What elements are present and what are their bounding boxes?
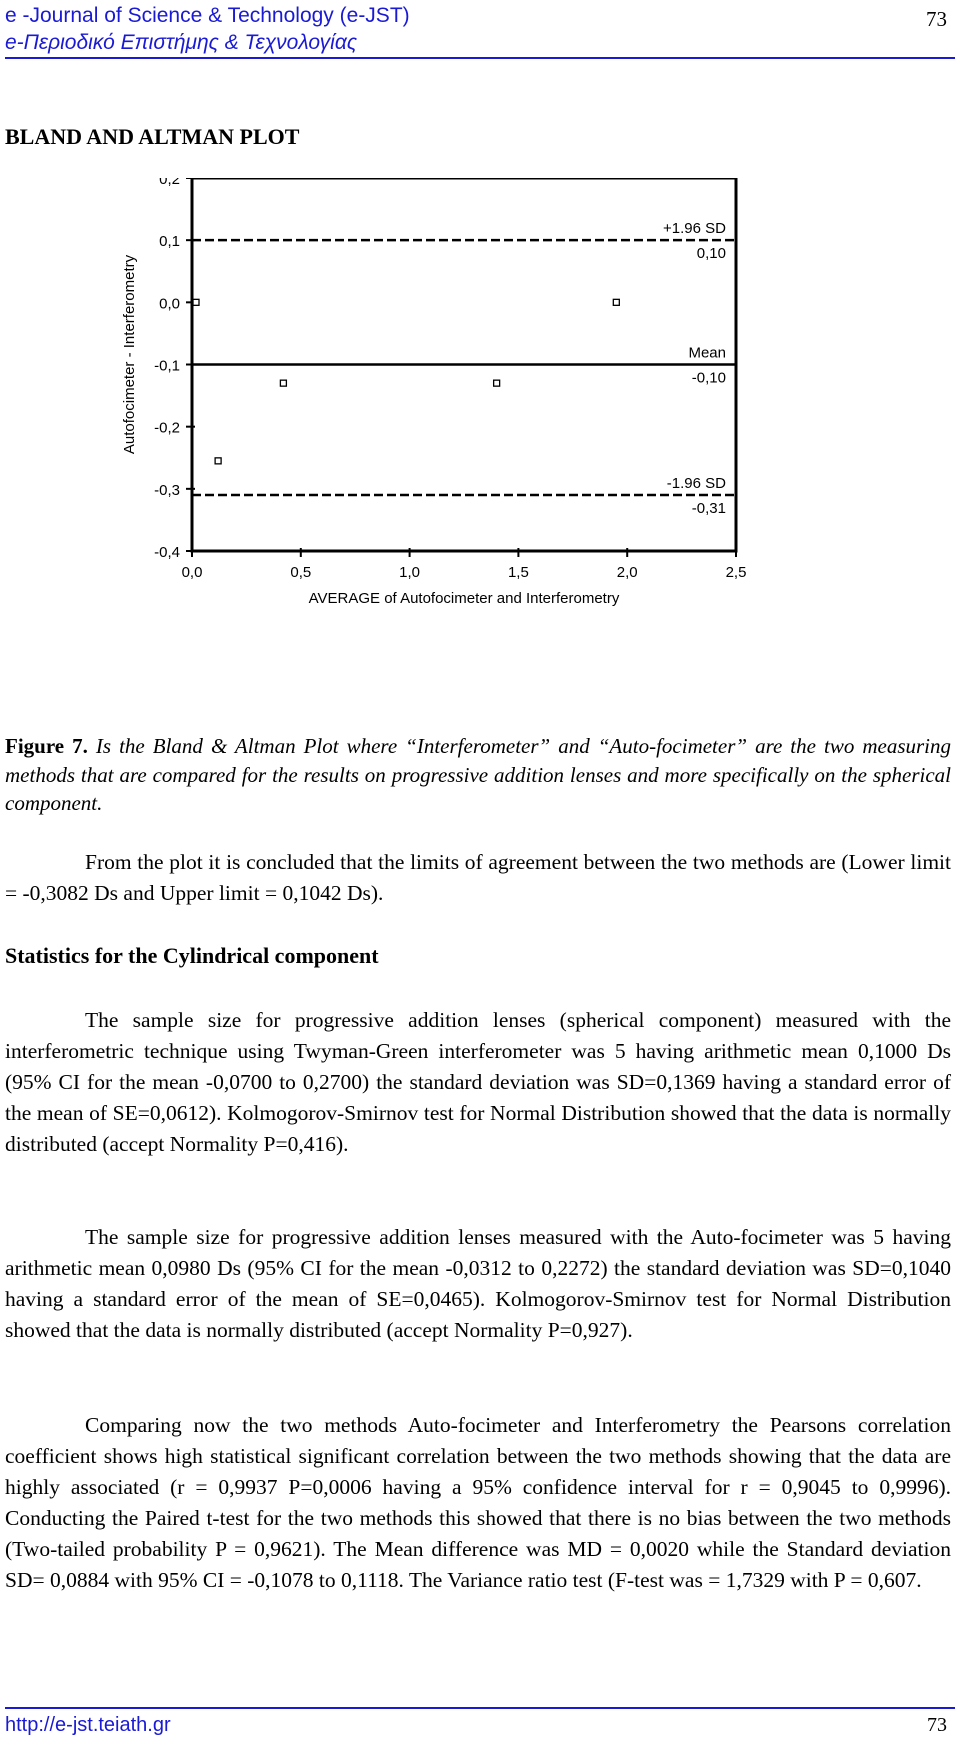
y-tick-label: -0,4 (154, 544, 180, 561)
chart-svg (120, 178, 840, 678)
journal-title-en[interactable]: e -Journal of Science & Technology (e-JST) (5, 4, 410, 27)
data-point (280, 380, 286, 386)
figure-caption-text: Is the Bland & Altman Plot where “Interferometer” and “Auto-focimeter” are the two measuring methods that are compared for the results on progressive addition lenses and more specifically on the spherical component. (5, 734, 952, 815)
reference-line-value: 0,10 (696, 245, 726, 263)
figure-caption (5, 732, 951, 818)
y-tick-label: 0,2 (159, 178, 180, 188)
y-tick-label: 0,0 (159, 295, 180, 313)
reference-line-value: -0,10 (691, 369, 726, 387)
reference-line-name: Mean (688, 344, 726, 362)
page-number: 73 (926, 7, 947, 31)
y-tick-label: 0,1 (159, 233, 180, 251)
x-tick-label: 0,5 (290, 564, 312, 581)
x-tick-label: 0,0 (181, 564, 203, 581)
data-point (215, 458, 221, 464)
reference-line-name: -1.96 SD (666, 475, 726, 493)
reference-line-name: +1.96 SD (663, 220, 726, 238)
journal-title-gr[interactable]: e-Περιοδικό Επιστήμης & Τεχνολογίας (5, 31, 358, 54)
paragraph-interferometer-stats: The sample size for progressive addition lenses (spherical component) measured with the interferometric technique using Twyman-Green interferometer was 5 having arithmetic mean 0,1000 Ds (95% CI for the mean -0,0700 to 0,2700) the standard deviation was SD=0,1369 having a standard error of the mean of SE=0,0612). Kolmogorov-Smirnov test for Normal Distribution showed that the data is normally distributed (accept Normality P=0,416). (5, 1008, 951, 1156)
x-tick-label: 2,0 (616, 564, 638, 581)
y-axis-label: Autofocimeter - Interferometry (121, 254, 138, 455)
subsection-heading: Statistics for the Cylindrical component (5, 943, 379, 968)
paragraph-limits: From the plot it is concluded that the limits of agreement between the two methods are (Lower limit = -0,3082 Ds and Upper limit = 0,1042 Ds). (5, 850, 951, 905)
header-divider (5, 57, 955, 59)
footer-page-number: 73 (927, 1714, 947, 1736)
y-tick-label: -0,2 (154, 419, 180, 437)
figure-caption-label: Figure 7. (5, 734, 88, 758)
x-tick-label: 2,5 (725, 564, 747, 581)
data-point (193, 299, 199, 305)
footer-divider (5, 1707, 955, 1709)
data-point (494, 380, 500, 386)
y-tick-label: -0,1 (154, 357, 180, 375)
x-axis-label: AVERAGE of Autofocimeter and Interferometry (308, 590, 620, 607)
reference-line-value: -0,31 (691, 500, 726, 518)
paragraph-comparison: Comparing now the two methods Auto-focimeter and Interferometry the Pearsons correlation coefficient shows high statistical significant correlation between the two methods showing that the data are highly associated (r = 0,9937 P=0,0006 having a 95% confidence interval for r = 0,9045 to 0,9996). Conducting the Paired t-test for the two methods this showed that there is no bias between the two methods (Two-tailed probability P = 0,9621). The Mean difference was MD = 0,0020 while the Standard deviation SD= 0,0884 with 95% CI = -0,1078 to 0,1118. The Variance ratio test (F-test was = 1,7329 with P = 0,607. (5, 1413, 951, 1592)
paragraph-autofocimeter-stats: The sample size for progressive addition lenses measured with the Auto-focimeter was 5 having arithmetic mean 0,0980 Ds (95% CI for the mean -0,0312 to 0,2272) the standard deviation was SD=0,1040 having a standard error of the mean of SE=0,0465). Kolmogorov-Smirnov test for Normal Distribution showed that the data is normally distributed (accept Normality P=0,927). (5, 1225, 951, 1342)
section-title: BLAND AND ALTMAN PLOT (5, 124, 300, 149)
data-point (613, 299, 619, 305)
y-tick-label: -0,3 (154, 481, 180, 499)
footer-url[interactable]: http://e-jst.teiath.gr (5, 1714, 171, 1736)
x-tick-label: 1,0 (399, 564, 421, 581)
bland-altman-plot (120, 178, 840, 683)
page-header (5, 3, 955, 59)
x-tick-label: 1,5 (507, 564, 529, 581)
